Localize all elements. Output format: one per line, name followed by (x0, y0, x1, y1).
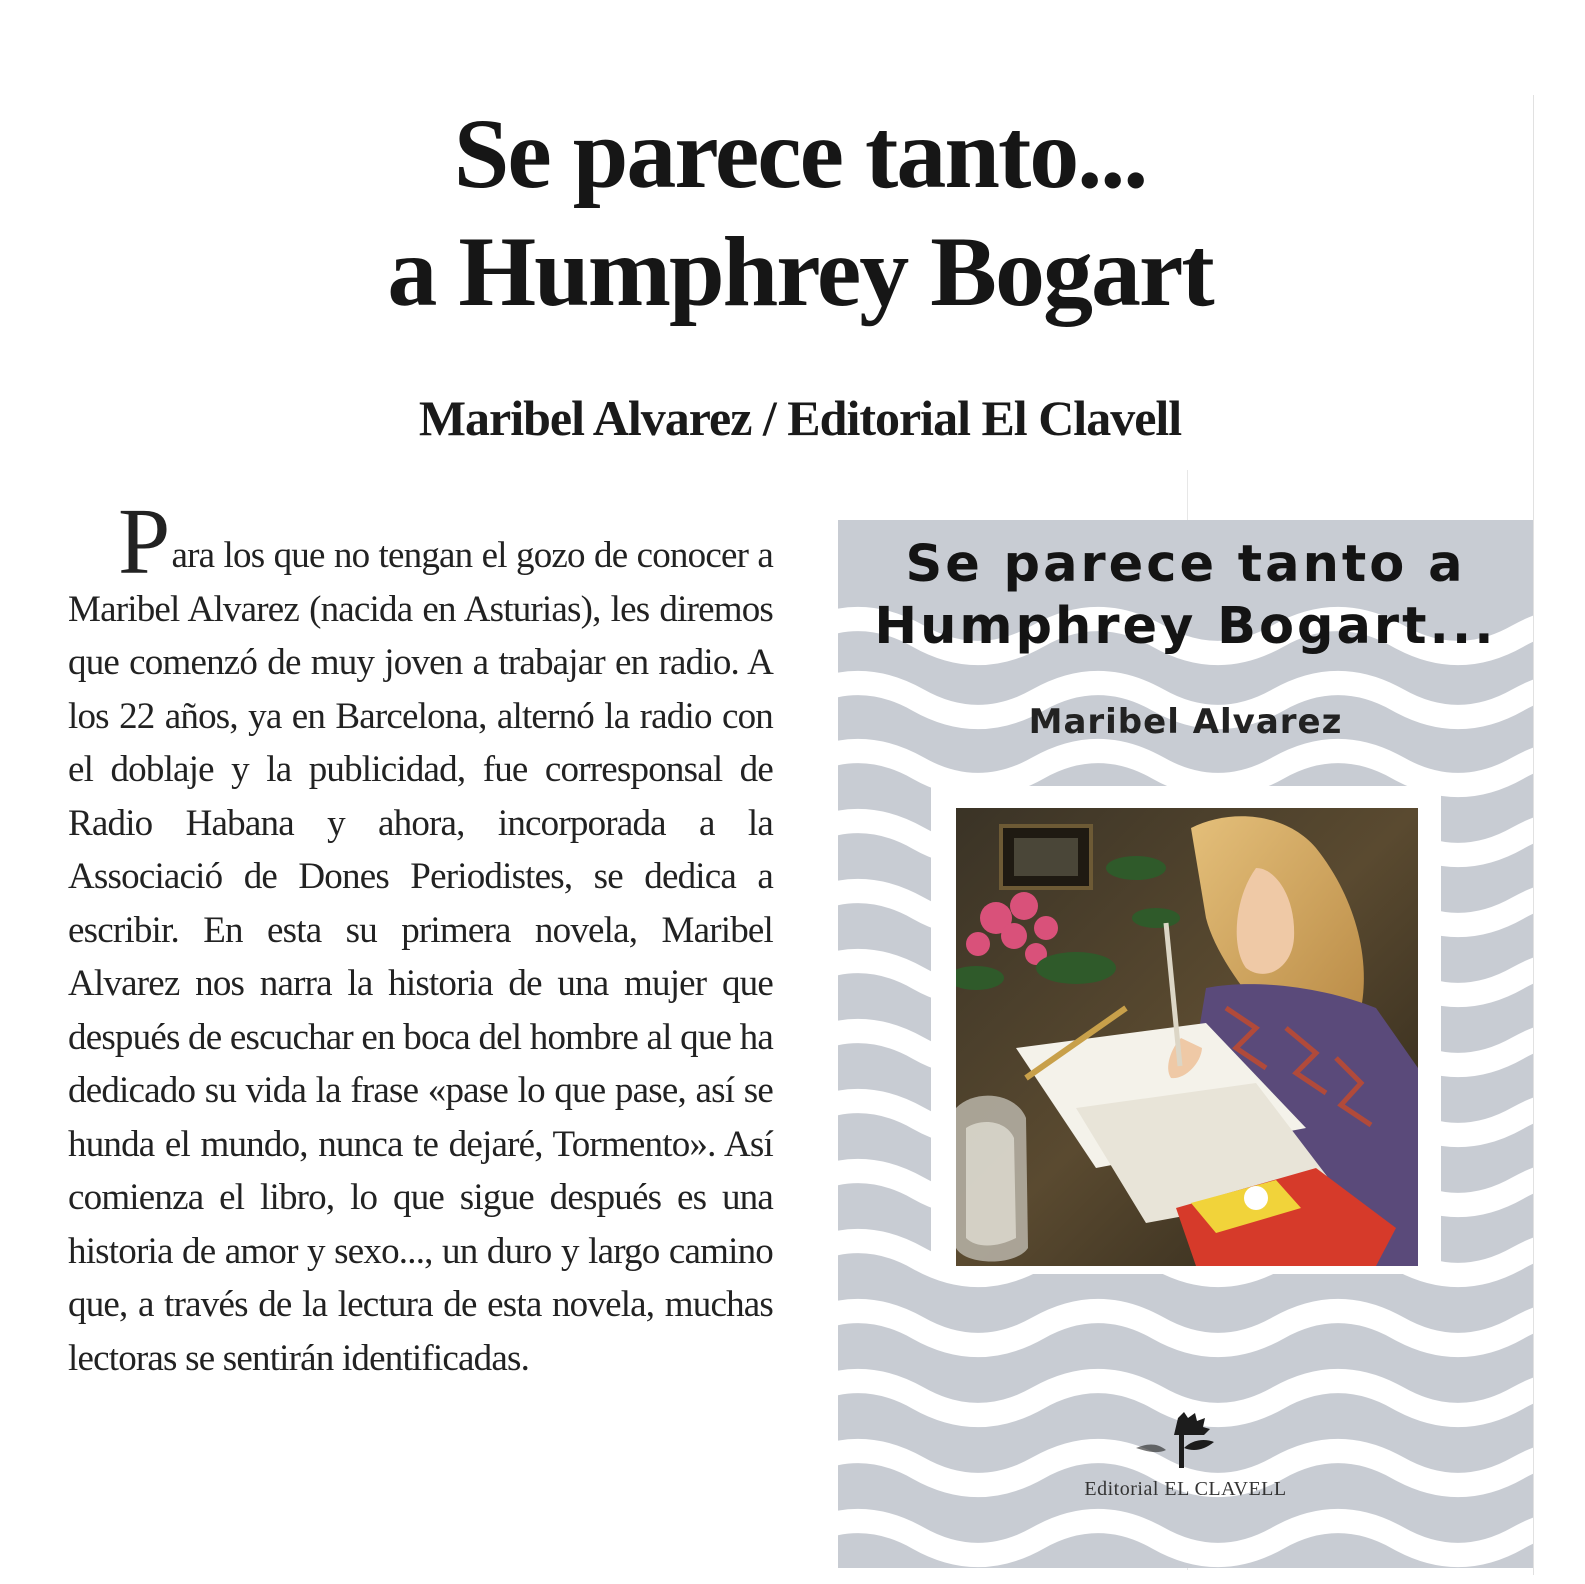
cover-title-line-1: Se parece tanto a (905, 535, 1466, 594)
headline-line-1: Se parece tanto... (453, 98, 1147, 209)
writing-woman-photo (956, 808, 1418, 1266)
cover-title (838, 534, 1533, 658)
headline-line-2: a Humphrey Bogart (387, 216, 1213, 327)
drop-cap: P (118, 490, 170, 594)
cover-author: Maribel Alvarez (1028, 702, 1343, 742)
cover-title-line-2: Humphrey Bogart... (874, 597, 1497, 656)
carnation-flower-icon (1126, 1410, 1236, 1470)
article-headline (250, 95, 1350, 331)
book-cover (838, 520, 1533, 1568)
article-body (68, 490, 773, 1385)
photo-frame (931, 786, 1441, 1274)
article-byline: Maribel Alvarez / Editorial El Clavell (418, 390, 1182, 446)
cover-publisher: Editorial EL CLAVELL (1084, 1478, 1287, 1500)
clipping-edge (1533, 95, 1534, 1575)
article-body-text: ara los que no tengan el gozo de conocer a Maribel Alvarez (nacida en Asturias), les diremos que comenzó de muy joven a trabajar en radio. A los 22 años, ya en Barcelona, alternó la radio con el doblaje y la publicidad, fue corresponsal de Radio Habana y ahora, incorporada a la Associació de Dones Periodistes, se dedica a escribir. En esta su primera novela, Maribel Alvarez nos narra la historia de una mujer que después de escuchar en boca del hombre al que ha dedicado su vida la frase «pase lo que pase, así se hunda el mundo, nunca te dejaré, Tormento». Así comienza el libro, lo que sigue después es una historia de amor y sexo..., un duro y largo camino que, a través de la lectura de esta novela, muchas lectoras se sentirán identificadas. (68, 535, 773, 1379)
